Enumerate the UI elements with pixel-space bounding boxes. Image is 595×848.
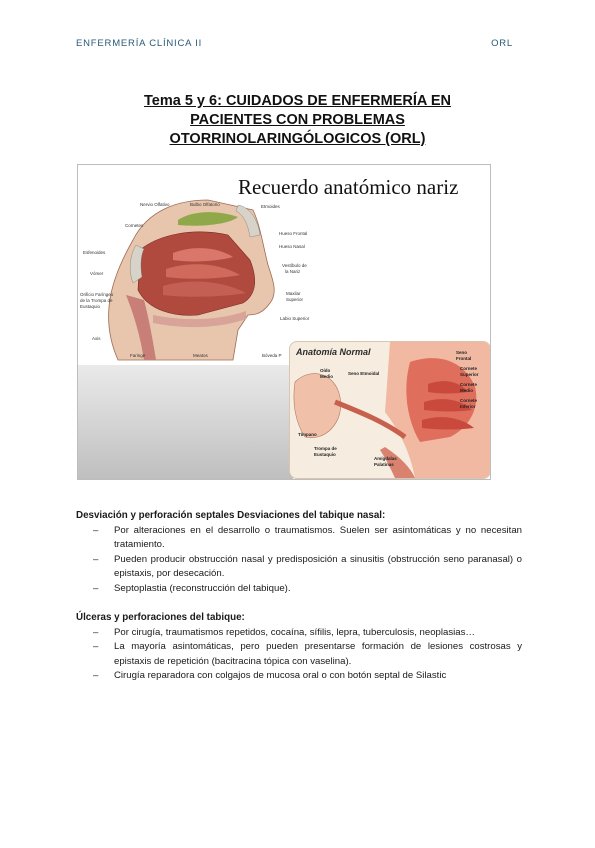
title-line-3: OTORRINOLARINGÓLOGICOS (ORL) [169,131,426,147]
list-item-text: La mayoría asintomáticas, pero pueden presentarse formación de lesiones costrosas y epistaxis de repetición (bacitracina tópica con vaselina). [114,641,522,667]
label-amigdalas-2: Palatinas [374,462,394,467]
list-item [76,669,522,684]
normal-anatomy-inset [289,341,491,479]
list-item [76,524,522,553]
bullet-dash: – [93,582,99,594]
list-item [76,582,522,597]
label-boveda: Bóveda P [262,353,282,358]
bullet-list [76,524,522,597]
label-trompa-1: Trompa de [314,446,337,451]
list-item [76,553,522,582]
label-etmoides: Etmoides [261,204,280,209]
title-line-2: PACIENTES CON PROBLEMAS [190,112,405,128]
label-cornete-sup-1: Cornete [460,366,478,371]
list-item-text: Septoplastia (reconstrucción del tabique). [114,582,291,594]
figure-grey-band [78,365,293,479]
label-faringe: Faringe [130,353,146,358]
anatomy-figure [77,164,491,480]
label-orificio-1: Orificio Faríngeo [80,292,114,297]
label-axis: Axis [92,336,101,341]
label-vestibulo-2: la Nariz [285,269,301,274]
label-timpano: Tímpano [298,432,317,437]
list-item [76,626,522,641]
label-nervio-olfativo: Nervio Olfativo [140,202,170,207]
label-cornete-sup-2: Superior [460,372,479,377]
label-bulbo-olfatorio: Bulbo Olfatorio [190,202,220,207]
label-orificio-2: de la Trompa de [80,298,113,303]
header-course: ENFERMERÍA CLÍNICA II [76,38,203,49]
bullet-dash: – [93,641,99,653]
label-seno-frontal-2: Frontal [456,356,472,361]
inset-title: Anatomía Normal [296,347,371,357]
list-item-text: Por cirugía, traumatismos repetidos, cocaína, sífilis, lepra, tuberculosis, neoplasias… [114,626,475,638]
figure-title: Recuerdo anatómico nariz [238,175,459,199]
list-item-text: Cirugía reparadora con colgajos de mucosa oral o con botón septal de Silastic [114,670,447,682]
label-trompa-2: Eustaquio [314,452,336,457]
label-orificio-3: Eustaquio [80,304,101,309]
label-labio: Labio Superior [280,316,310,321]
section-septal-deviation [76,509,522,597]
label-meatos: Meatos [193,353,208,358]
inset-ear [294,374,341,438]
list-item-text: Por alteraciones en el desarrollo o traumatismos. Suelen ser asintomáticas y no necesitan tratamiento. [114,524,522,551]
page-title [90,92,505,149]
label-vestibulo-1: Vestíbulo de [282,263,307,268]
label-maxilar-2: Superior [286,297,304,302]
section-heading: Desviación y perforación septales Desviaciones del tabique nasal: [76,510,386,521]
label-cornete-med-1: Cornete [460,382,478,387]
bullet-dash: – [93,626,99,638]
label-vomer: Vómer [90,271,104,276]
section-septal-ulcers [76,611,522,684]
label-cornetes: Cornetes [125,223,144,228]
bullet-dash: – [93,670,99,682]
label-seno-etmoidal: Seno Etmoidal [348,371,380,376]
bullet-dash: – [93,553,99,565]
label-esfenoides: Esfenoides [83,250,106,255]
list-item [76,640,522,669]
label-seno-frontal-1: Seno [456,350,468,355]
label-cornete-inf-1: Cornete [460,398,478,403]
label-hueso-frontal: Hueso Frontal [279,231,308,236]
label-hueso-nasal: Hueso Nasal [279,244,305,249]
label-oido-1: Oído [320,368,331,373]
header-subject: ORL [491,38,513,49]
label-oido-2: Medio [320,374,333,379]
title-line-1: Tema 5 y 6: CUIDADOS DE ENFERMERÍA EN [144,93,451,109]
label-cornete-med-2: Medio [460,388,473,393]
label-amigdalas-1: Amígdalas [374,456,397,461]
bullet-list [76,626,522,684]
label-cornete-inf-2: Inferior [460,404,476,409]
label-maxilar-1: Maxilar [286,291,301,296]
section-heading: Úlceras y perforaciones del tabique: [76,612,245,623]
nasal-sagittal-illustration [78,165,293,365]
bullet-dash: – [93,524,99,536]
list-item-text: Pueden producir obstrucción nasal y predisposición a sinusitis (obstrucción seno paranasal) o epistaxis, por desecación. [114,553,522,580]
